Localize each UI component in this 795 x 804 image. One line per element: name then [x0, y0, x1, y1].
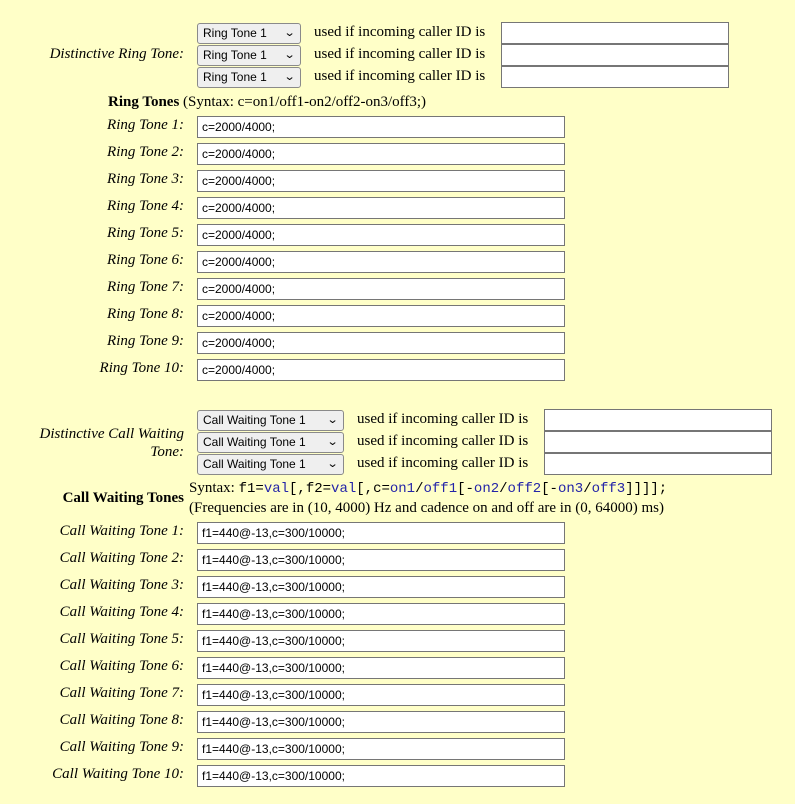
used-if-text: used if incoming caller ID is — [357, 433, 529, 449]
ring-tones-syntax: (Syntax: c=on1/off1-on2/off2-on3/off3;) — [183, 94, 427, 110]
ring-tone-label-7: Ring Tone 7: — [107, 279, 184, 295]
cw-tone-label-7: Call Waiting Tone 7: — [59, 685, 184, 701]
cw-tone-label-1: Call Waiting Tone 1: — [59, 523, 184, 539]
syntax-token: / — [415, 481, 424, 497]
syntax-token: off3 — [591, 481, 626, 497]
ring-tone-input-1[interactable]: c=2000/4000; — [197, 116, 565, 138]
cw-tone-label-9: Call Waiting Tone 9: — [59, 739, 184, 755]
used-if-text: used if incoming caller ID is — [357, 411, 529, 427]
chevron-down-icon: ⌄ — [326, 458, 339, 470]
chevron-down-icon: ⌄ — [326, 436, 339, 448]
ring-tones-header — [108, 94, 426, 111]
distinctive-ring-tone-label: Distinctive Ring Tone: — [49, 46, 184, 62]
cw-tone-label-10: Call Waiting Tone 10: — [52, 766, 184, 782]
cw-tone-label-2: Call Waiting Tone 2: — [59, 550, 184, 566]
cw-tone-input-1[interactable]: f1=440@-13,c=300/10000; — [197, 522, 565, 544]
distinctive-cw-label — [40, 425, 184, 461]
distinctive-cw-select-1[interactable] — [197, 410, 344, 431]
ring-tone-input-5[interactable]: c=2000/4000; — [197, 224, 565, 246]
syntax-token: [- — [541, 481, 558, 497]
cw-tone-label-5: Call Waiting Tone 5: — [59, 631, 184, 647]
select-value: Ring Tone 1 — [203, 70, 267, 84]
syntax-token: off2 — [507, 481, 542, 497]
ring-tone-input-2[interactable]: c=2000/4000; — [197, 143, 565, 165]
chevron-down-icon: ⌄ — [283, 71, 296, 83]
distinctive-ring-select-1[interactable] — [197, 23, 301, 44]
syntax-token: f1= — [238, 481, 264, 497]
syntax-token: val — [263, 481, 290, 497]
cw-tone-input-5[interactable]: f1=440@-13,c=300/10000; — [197, 630, 565, 652]
cw-tone-input-10[interactable]: f1=440@-13,c=300/10000; — [197, 765, 565, 787]
syntax-token: ]]]]; — [625, 481, 668, 497]
syntax-token: on1 — [389, 481, 416, 497]
chevron-down-icon: ⌄ — [326, 414, 339, 426]
select-value: Ring Tone 1 — [203, 26, 267, 40]
chevron-down-icon: ⌄ — [283, 49, 296, 61]
cw-tone-label-6: Call Waiting Tone 6: — [59, 658, 184, 674]
syntax-token: [,c= — [356, 481, 390, 497]
syntax-token: / — [499, 481, 508, 497]
cw-tones-syntax — [189, 480, 667, 497]
used-if-text: used if incoming caller ID is — [314, 68, 486, 84]
ring-tone-label-2: Ring Tone 2: — [107, 144, 184, 160]
distinctive-cw-select-3[interactable] — [197, 454, 344, 475]
caller-id-input-2[interactable] — [501, 44, 729, 66]
syntax-token: on3 — [557, 481, 584, 497]
ring-tone-input-10[interactable]: c=2000/4000; — [197, 359, 565, 381]
ring-tone-input-4[interactable]: c=2000/4000; — [197, 197, 565, 219]
cw-caller-id-input-1[interactable] — [544, 409, 772, 431]
ring-tone-label-3: Ring Tone 3: — [107, 171, 184, 187]
ring-tone-label-9: Ring Tone 9: — [107, 333, 184, 349]
ring-tones-heading: Ring Tones — [108, 94, 180, 110]
ring-tone-input-6[interactable]: c=2000/4000; — [197, 251, 565, 273]
syntax-token: on2 — [473, 481, 500, 497]
cw-tone-input-2[interactable]: f1=440@-13,c=300/10000; — [197, 549, 565, 571]
ring-tone-label-6: Ring Tone 6: — [107, 252, 184, 268]
select-value: Call Waiting Tone 1 — [203, 413, 306, 427]
select-value: Call Waiting Tone 1 — [203, 435, 306, 449]
distinctive-ring-select-3[interactable] — [197, 67, 301, 88]
chevron-down-icon: ⌄ — [283, 27, 296, 39]
cw-tone-input-4[interactable]: f1=440@-13,c=300/10000; — [197, 603, 565, 625]
distinctive-cw-label-line1: Distinctive Call Waiting — [39, 426, 184, 442]
ring-tone-label-8: Ring Tone 8: — [107, 306, 184, 322]
cw-tone-input-6[interactable]: f1=440@-13,c=300/10000; — [197, 657, 565, 679]
cw-tones-note: (Frequencies are in (10, 4000) Hz and cadence on and off are in (0, 64000) ms) — [189, 500, 664, 516]
used-if-text: used if incoming caller ID is — [314, 24, 486, 40]
syntax-token: off1 — [423, 481, 458, 497]
cw-syntax-code — [239, 481, 668, 497]
syntax-token: val — [331, 481, 357, 497]
cw-tone-label-4: Call Waiting Tone 4: — [59, 604, 184, 620]
cw-caller-id-input-3[interactable] — [544, 453, 772, 475]
cw-tone-input-9[interactable]: f1=440@-13,c=300/10000; — [197, 738, 565, 760]
select-value: Call Waiting Tone 1 — [203, 457, 306, 471]
ring-tone-label-5: Ring Tone 5: — [107, 225, 184, 241]
ring-tone-label-1: Ring Tone 1: — [107, 117, 184, 133]
distinctive-cw-label-line2: Tone: — [150, 444, 184, 460]
ring-tone-input-3[interactable]: c=2000/4000; — [197, 170, 565, 192]
ring-tone-input-9[interactable]: c=2000/4000; — [197, 332, 565, 354]
cw-tone-label-3: Call Waiting Tone 3: — [59, 577, 184, 593]
syntax-token: [,f2= — [289, 481, 332, 497]
ring-tone-label-4: Ring Tone 4: — [107, 198, 184, 214]
distinctive-cw-select-2[interactable] — [197, 432, 344, 453]
syntax-token: [- — [457, 481, 474, 497]
cw-tone-input-7[interactable]: f1=440@-13,c=300/10000; — [197, 684, 565, 706]
cw-tone-label-8: Call Waiting Tone 8: — [59, 712, 184, 728]
ring-tone-input-7[interactable]: c=2000/4000; — [197, 278, 565, 300]
cw-tone-input-3[interactable]: f1=440@-13,c=300/10000; — [197, 576, 565, 598]
cw-syntax-prefix: Syntax: — [189, 480, 239, 496]
used-if-text: used if incoming caller ID is — [357, 455, 529, 471]
cw-tone-input-8[interactable]: f1=440@-13,c=300/10000; — [197, 711, 565, 733]
cw-caller-id-input-2[interactable] — [544, 431, 772, 453]
caller-id-input-1[interactable] — [501, 22, 729, 44]
ring-tone-input-8[interactable]: c=2000/4000; — [197, 305, 565, 327]
ring-tone-label-10: Ring Tone 10: — [99, 360, 184, 376]
syntax-token: / — [583, 481, 592, 497]
cw-tones-heading: Call Waiting Tones — [62, 490, 184, 506]
used-if-text: used if incoming caller ID is — [314, 46, 486, 62]
caller-id-input-3[interactable] — [501, 66, 729, 88]
distinctive-ring-select-2[interactable] — [197, 45, 301, 66]
select-value: Ring Tone 1 — [203, 48, 267, 62]
